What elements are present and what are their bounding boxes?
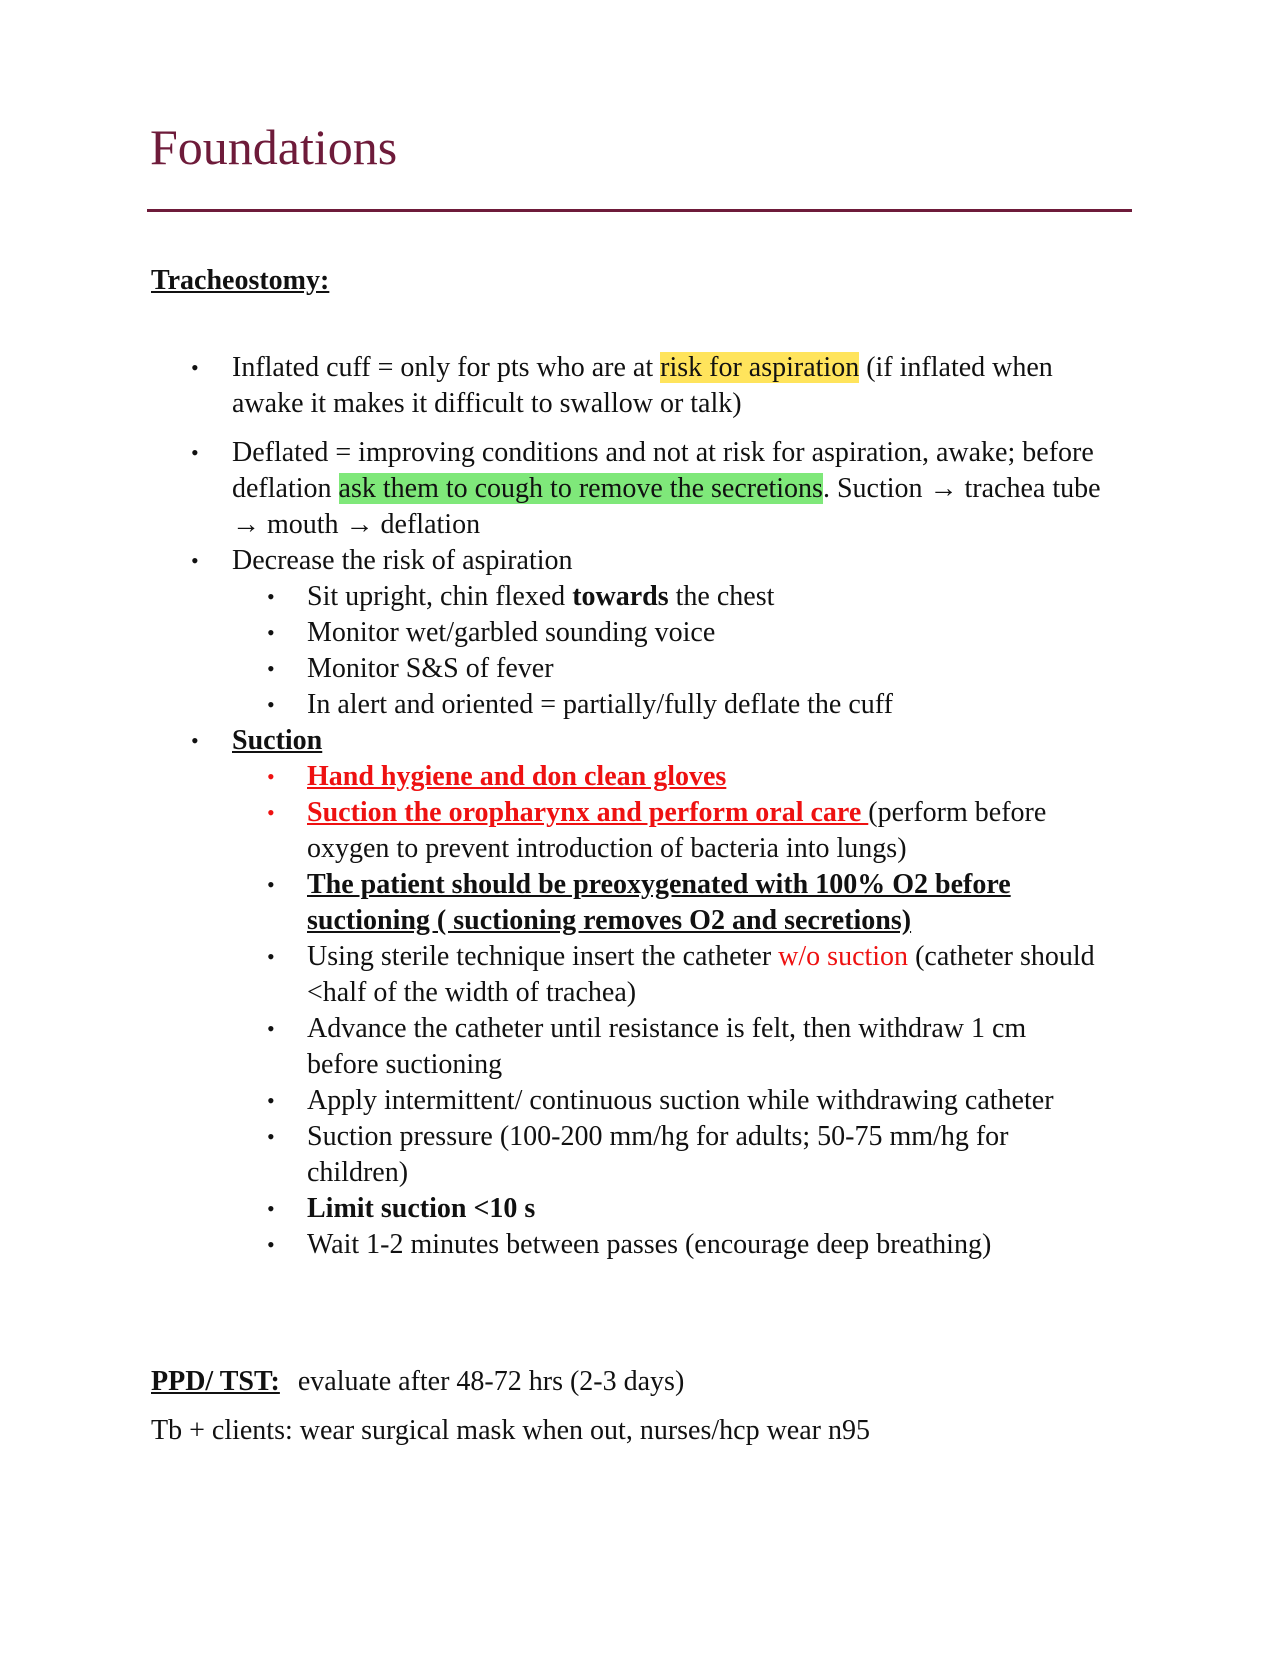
list-item-sit-upright: • Sit upright, chin flexed towards the chest <box>0 579 1102 615</box>
list-item-decrease-risk: • Decrease the risk of aspiration <box>0 543 1102 579</box>
tracheostomy-list <box>0 350 1280 1263</box>
bullet-icon: • <box>267 800 275 825</box>
list-item-wait-between-passes: • Wait 1-2 minutes between passes (encourage deep breathing) <box>0 1227 1102 1263</box>
bullet-icon: • <box>267 1088 275 1113</box>
list-item-oral-care: • Suction the oropharynx and perform oral care (perform before oxygen to prevent introduction of bacteria into lungs) <box>267 797 1047 864</box>
bullet-icon: • <box>191 355 199 380</box>
ppd-tst-line <box>151 1366 684 1398</box>
bullet-icon: • <box>267 1016 275 1041</box>
list-item-advance-catheter: • Advance the catheter until resistance is felt, then withdraw 1 cm before suctioning <box>267 1013 1027 1080</box>
bullet-icon: • <box>191 728 199 753</box>
list-item-monitor-voice: • Monitor wet/garbled sounding voice <box>0 615 1102 651</box>
section-heading-tracheostomy: Tracheostomy: <box>151 265 330 296</box>
bullet-icon: • <box>267 872 275 897</box>
bullet-icon: • <box>267 1232 275 1257</box>
bullet-icon: • <box>267 1124 275 1149</box>
bullet-icon: • <box>267 692 275 717</box>
list-item-suction-heading: • Suction <box>0 723 1102 759</box>
bullet-icon: • <box>267 584 275 609</box>
list-item-preoxygenate: • The patient should be preoxygenated with 100% O2 before suctioning ( suctioning removes O2 and secretions) <box>267 869 1011 936</box>
bullet-icon: • <box>191 548 199 573</box>
list-item-apply-suction: • Apply intermittent/ continuous suction while withdrawing catheter <box>0 1083 1102 1119</box>
bullet-icon: • <box>267 764 275 789</box>
title-divider <box>147 209 1132 212</box>
highlight-cough-secretions: ask them to cough to remove the secretions <box>338 473 823 504</box>
list-item-inflated-cuff: • Inflated cuff = only for pts who are at risk for aspiration (if inflated when awake it makes it difficult to swallow or talk) <box>191 352 1053 419</box>
list-item-sterile-technique: • Using sterile technique insert the catheter w/o suction (catheter should <half of the width of trachea) <box>267 941 1095 1008</box>
bullet-icon: • <box>267 620 275 645</box>
list-item-alert-oriented: • In alert and oriented = partially/fully deflate the cuff <box>0 687 1102 723</box>
list-item-monitor-fever: • Monitor S&S of fever <box>0 651 1102 687</box>
bullet-icon: • <box>267 656 275 681</box>
list-item-limit-suction: • Limit suction <10 s <box>0 1191 1102 1227</box>
list-item-suction-pressure: • Suction pressure (100-200 mm/hg for adults; 50-75 mm/hg for children) <box>267 1121 1009 1188</box>
bullet-icon: • <box>267 1196 275 1221</box>
ppd-tst-text: evaluate after 48-72 hrs (2-3 days) <box>297 1366 685 1397</box>
highlight-risk-for-aspiration: risk for aspiration <box>660 352 860 383</box>
ppd-tst-label: PPD/ TST: <box>151 1366 280 1397</box>
bullet-icon: • <box>267 944 275 969</box>
tb-clients-line: Tb + clients: wear surgical mask when out, nurses/hcp wear n95 <box>151 1415 870 1446</box>
list-item-deflated: • Deflated = improving conditions and not at risk for aspiration, awake; before deflation ask them to cough to remove the secretions. Suction → trachea tube → mouth → deflation <box>191 437 1101 540</box>
page-title: Foundations <box>150 119 398 175</box>
list-item-hand-hygiene: • Hand hygiene and don clean gloves <box>0 759 1102 795</box>
bullet-icon: • <box>191 440 199 465</box>
